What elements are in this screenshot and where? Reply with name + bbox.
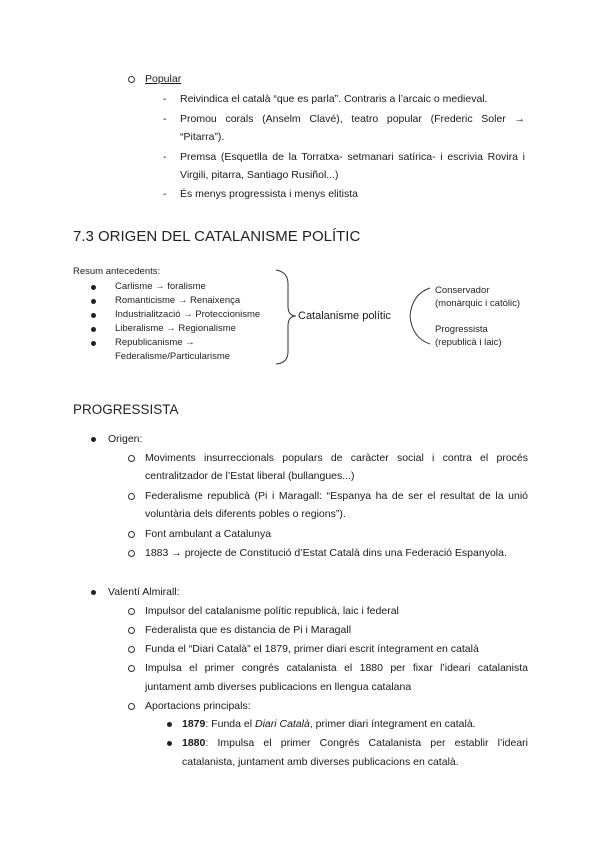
progressista-heading: PROGRESSISTA [73,402,179,417]
aportacio-1879-year: 1879 [182,718,206,730]
popular-item-4: És menys progressista i menys elitista [180,188,358,200]
aportacio-1879 [182,717,476,731]
aportacio-1879-em: Diari Català [254,718,310,730]
diagram-item-4: Liberalisme → Regionalisme [115,323,236,334]
aportacio-1879-pre: : Funda el [205,718,255,730]
almirall-item-4: Impulsa el primer congrés catalanista el 1880 per fixar l’ideari catalanista [145,662,528,674]
bullet-circle [128,703,135,710]
origen-item-3: Font ambulant a Catalunya [145,528,272,540]
origen-item-1-cont: centralitzador de l’Estat liberal (bullangues...) [145,470,355,482]
popular-item-1: Reivindica el català “que es parla”. Contraris a l’arcaic o medieval. [180,93,488,105]
origen-label: Origen: [108,433,143,445]
origen-item-2-cont: voluntària dels diferents pobles o regions”). [145,508,346,520]
aportacio-1880-text: : Impulsa el primer Congrés Catalanista per establir l’ideari [205,737,528,749]
diagram-item-3: Industrialització → Proteccionisme [115,309,261,320]
bullet-dot [167,741,172,746]
branch-progressista-title: Progressista [435,324,488,335]
branch-conservador-sub: (monàrquic i catòlic) [435,298,520,309]
bullet-circle [128,646,135,653]
origen-item-2: Federalisme republicà (Pi i Maragall: “Espanya ha de ser el resultat de la unió [145,490,528,502]
diagram-item-5-cont: Federalisme/Particularisme [115,351,231,362]
diagram-item-2: Romanticisme → Renaixença [115,295,241,306]
almirall-item-5: Aportacions principals: [145,700,251,712]
left-brace [276,270,296,364]
almirall-item-3: Funda el “Diari Català” el 1879, primer diari escrit íntegrament en català [145,643,479,655]
popular-item-3: Premsa (Esquetlla de la Torratxa- setmanari satírica- i escrivia Rovira i [180,151,525,163]
bullet-circle [128,608,135,615]
right-brace [410,288,430,344]
bullet-circle [128,627,135,634]
aportacio-1880 [182,736,528,750]
diagram-center-label: Catalanisme polític [298,310,391,322]
popular-item-3-cont: Virgili, pitarra, Santiago Rusiñol...) [180,169,339,181]
branch-progressista-sub: (republicà i laic) [435,337,502,348]
bullet-circle [128,531,135,538]
diagram-brackets [0,0,600,380]
bullet-circle [128,493,135,500]
popular-item-2-cont: “Pitarra”). [180,131,225,143]
dash-bullet: - [163,188,167,200]
bullet-circle [128,455,135,462]
bullet-dot [91,590,96,595]
diagram-heading: Resum antecedents: [73,266,161,277]
popular-title: Popular [145,73,182,85]
almirall-item-1: Impulsor del catalanisme polític republicà, laic i federal [145,605,399,617]
dash-bullet: - [163,93,167,105]
aportacio-1880-year: 1880 [182,737,206,749]
almirall-item-4-cont: juntament amb diverses publicacions en llengua catalana [145,681,412,693]
bullet-circle [128,665,135,672]
bullet-dot [91,437,96,442]
almirall-label: Valentí Almirall: [108,586,180,598]
aportacio-1880-cont: catalanista, juntament amb diverses publicacions en català. [182,756,459,768]
dash-bullet: - [163,151,167,163]
diagram-item-1: Carlisme → foralisme [115,281,206,292]
origen-item-1: Moviments insurreccionals populars de caràcter social i contra el procés [145,452,528,464]
aportacio-1879-post: , primer diari íntegrament en català. [309,718,476,730]
bullet-circle [128,550,135,557]
dash-bullet: - [163,113,167,125]
almirall-item-2: Federalista que es distancia de Pi i Maragall [145,624,352,636]
origen-item-4: 1883 → projecte de Constitució d’Estat Català dins una Federació Espanyola. [145,547,507,559]
bullet-dot [167,722,172,727]
diagram-item-5: Republicanisme → [115,337,195,348]
branch-conservador-title: Conservador [435,285,490,296]
section-heading: 7.3 ORIGEN DEL CATALANISME POLÍTIC [73,228,361,245]
popular-item-2: Promou corals (Anselm Clavé), teatro popular (Frederic Soler → [180,113,525,125]
